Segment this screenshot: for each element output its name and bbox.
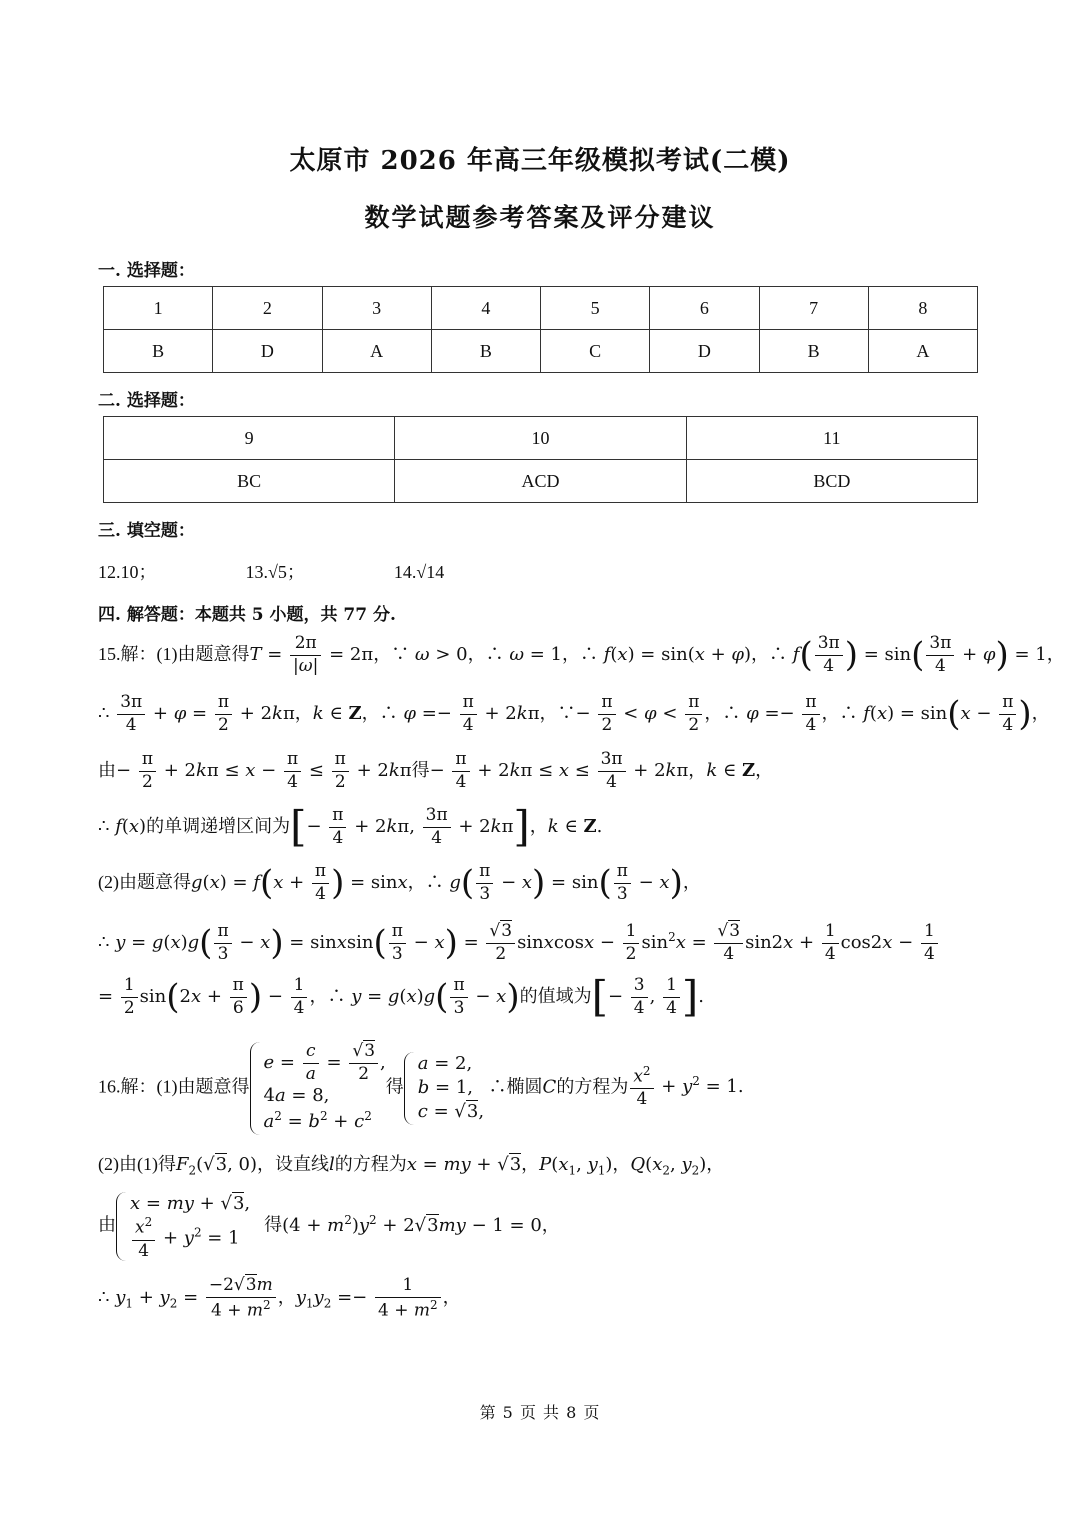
table-cell: 1 — [104, 287, 213, 330]
q16-line-4 — [98, 1276, 461, 1321]
math-expression: = $\frac{1}{2}$ sin(2x + $\frac{\pi}{6}$ ) − $\frac{1}{4}$ ，∴ y = g(x)g( $\frac{\pi}{3}$ − x) — [98, 975, 520, 1018]
table-cell: B — [759, 330, 868, 373]
answer-q14: 14.√14 — [393, 562, 445, 582]
section1-answer-table — [103, 286, 978, 373]
table-cell: B — [104, 330, 213, 373]
q16-line-1: 16.解：(1)由题意得 e = $\frac{c}{a}$ = $\frac{√3}{2}$ , 4a = 8, $a^2 = b^2 + c^2$ 得 a = 2, b = 1, c = √3, ∴椭圆C的方程为 $\frac{x^2}{4}$ + $y^2 = 1$. — [98, 1042, 744, 1135]
table-cell: D — [213, 330, 322, 373]
text-set-line: ，设直线 — [257, 1154, 329, 1174]
text-get: 得 — [385, 1076, 404, 1097]
section2-heading: 二. 选择题： — [98, 391, 195, 411]
table-cell: 3 — [322, 287, 431, 330]
table-cell: B — [431, 330, 540, 373]
document-subtitle: 数学试题参考答案及评分建议 — [364, 203, 716, 232]
math-expression: ∴ $y_1 + y_2$ = $\frac{-2√3m}{4 + m^2}$ ，$y_1y_2$ =− $\frac{1}{4 + m^2}$ ， — [98, 1275, 461, 1321]
page-footer: 第 5 页 共 8 页 — [479, 1403, 601, 1422]
text-equation-is: 的方程为 — [556, 1076, 629, 1097]
table-cell: D — [650, 330, 759, 373]
table-cell: 6 — [650, 287, 759, 330]
q15-line-7 — [98, 972, 705, 1022]
table-cell: A — [322, 330, 431, 373]
math-expression: x = my + √3，$P(x_1$, $y_1$)，$Q(x_2$, $y_2$)， — [406, 1154, 725, 1178]
fill-in-answers — [98, 558, 444, 584]
equation-system: a = 2, b = 1, c = √3, — [404, 1052, 484, 1125]
table-cell: 10 — [395, 417, 686, 460]
q15-line-3 — [98, 750, 773, 792]
table-cell: 5 — [541, 287, 650, 330]
table-cell: BCD — [686, 460, 977, 503]
math-expression: [− $\frac{3}{4}$ , $\frac{1}{4}$ ]. — [591, 972, 705, 1022]
math-expression: $F_2(√3$, 0) — [175, 1154, 257, 1178]
answer-q13: 13.√5； — [245, 562, 305, 582]
text-equation-is: 的方程为 — [334, 1154, 407, 1174]
text-get: 得 — [264, 1214, 283, 1235]
table-row-answers — [104, 460, 978, 503]
document-title: 太原市 2026 年高三年级模拟考试(二模) — [289, 146, 791, 176]
table-cell: 11 — [686, 417, 977, 460]
q16-line-2: (2)由(1)得$F_2(√3$, 0)，设直线l的方程为x = my + √3，$P(x_1$, $y_1$)，$Q(x_2$, $y_2$)， — [98, 1154, 725, 1178]
table-row-numbers — [104, 417, 978, 460]
q15-line-2 — [98, 693, 1050, 735]
table-row-answers — [104, 330, 978, 373]
table-cell: BC — [104, 460, 395, 503]
math-expression: $(4 + m^2)y^2 + 2√3my - 1 = 0$， — [282, 1212, 560, 1236]
text-increasing-interval: 的单调递增区间为 — [146, 816, 291, 837]
table-cell: 4 — [431, 287, 540, 330]
q16-line-3 — [98, 1192, 560, 1261]
table-cell: C — [541, 330, 650, 373]
text-from: 由 — [98, 760, 116, 781]
q16-label: 16.解： — [98, 1076, 157, 1097]
math-expression: ∴ $\frac{3\pi}{4}$ + φ = $\frac{\pi}{2}$ + 2kπ，k ∈ Z，∴ φ =− $\frac{\pi}{4}$ + 2kπ，∵− $\frac{\pi}{2}$ < φ < $\frac{\pi}{2}$ ，∴ φ =− $\frac{\pi}{4}$ ，∴ f(x) = sin(x − $\frac{\pi}{4}$ )， — [98, 692, 1050, 735]
math-expression: ∴ y = g(x)g( $\frac{\pi}{3}$ − x) = sinxsin( $\frac{\pi}{3}$ − x) = $\frac{√3}{2}$ sinxcosx − $\frac{1}{2}$ $\sin^2x$ = $\frac{√3}{4}$ sin2x + $\frac{1}{4}$ cos2x − $\frac{1}{4}$ — [98, 932, 940, 953]
q15-line-1 — [98, 634, 1065, 676]
math-expression: ∴ f(x) — [98, 816, 147, 838]
table-cell: 2 — [213, 287, 322, 330]
math-expression: [− $\frac{\pi}{4}$ + 2kπ, $\frac{3\pi}{4}$ + 2kπ]，k ∈ Z. — [290, 802, 603, 852]
equation-system: x = my + √3, $\frac{x^2}{4}$ + $y^2 = 1$ — [116, 1192, 250, 1261]
table-cell: 7 — [759, 287, 868, 330]
text-get: 得 — [411, 760, 430, 781]
text-range: 的值域为 — [519, 986, 592, 1007]
text-ellipse: ∴椭圆 — [488, 1076, 543, 1097]
q15-line-6 — [98, 922, 940, 964]
section3-heading: 三. 填空题： — [98, 521, 195, 541]
math-expression: g(x) = f(x + $\frac{\pi}{4}$ ) = sinx，∴ g( $\frac{\pi}{3}$ − x) = sin( $\frac{\pi}{3}$ − x)， — [191, 861, 701, 904]
text-from: 由 — [98, 1214, 116, 1235]
section1-heading: 一. 选择题： — [98, 261, 195, 281]
table-row-numbers — [104, 287, 978, 330]
answer-q12: 12.10； — [98, 562, 157, 582]
q15-line-5 — [98, 862, 701, 904]
q15-part1-intro: (1)由题意得 — [156, 644, 250, 665]
q15-label: 15.解： — [98, 644, 157, 665]
table-cell: A — [868, 330, 977, 373]
q16-part1-intro: (1)由题意得 — [156, 1076, 250, 1097]
math-expression: $\frac{x^2}{4}$ + $y^2 = 1$. — [628, 1076, 743, 1097]
table-cell: 9 — [104, 417, 395, 460]
q16-part2-intro: (2)由(1)得 — [98, 1154, 176, 1174]
equation-system: e = $\frac{c}{a}$ = $\frac{√3}{2}$ , 4a = 8, $a^2 = b^2 + c^2$ — [250, 1042, 386, 1135]
math-expression: − $\frac{\pi}{2}$ + 2kπ ≤ x − $\frac{\pi}{4}$ ≤ $\frac{\pi}{2}$ + 2kπ — [116, 749, 412, 792]
q15-line-4 — [98, 802, 603, 852]
q15-part2-intro: (2)由题意得 — [98, 872, 191, 893]
section4-heading: 四. 解答题：本题共 5 小题，共 77 分. — [98, 605, 396, 625]
math-expression: − $\frac{\pi}{4}$ + 2kπ ≤ x ≤ $\frac{3\pi}{4}$ + 2kπ，k ∈ Z， — [429, 749, 774, 792]
section2-answer-table — [103, 416, 978, 503]
table-cell: 8 — [868, 287, 977, 330]
math-expression: T = $\frac{2\pi}{|\omega|}$ = 2π，∵ ω > 0，∴ ω = 1，∴ f(x) = sin(x + φ)，∴ f( $\frac{3\pi}{4}$ ) = sin( $\frac{3\pi}{4}$ + φ) = 1， — [249, 633, 1065, 676]
table-cell: ACD — [395, 460, 686, 503]
